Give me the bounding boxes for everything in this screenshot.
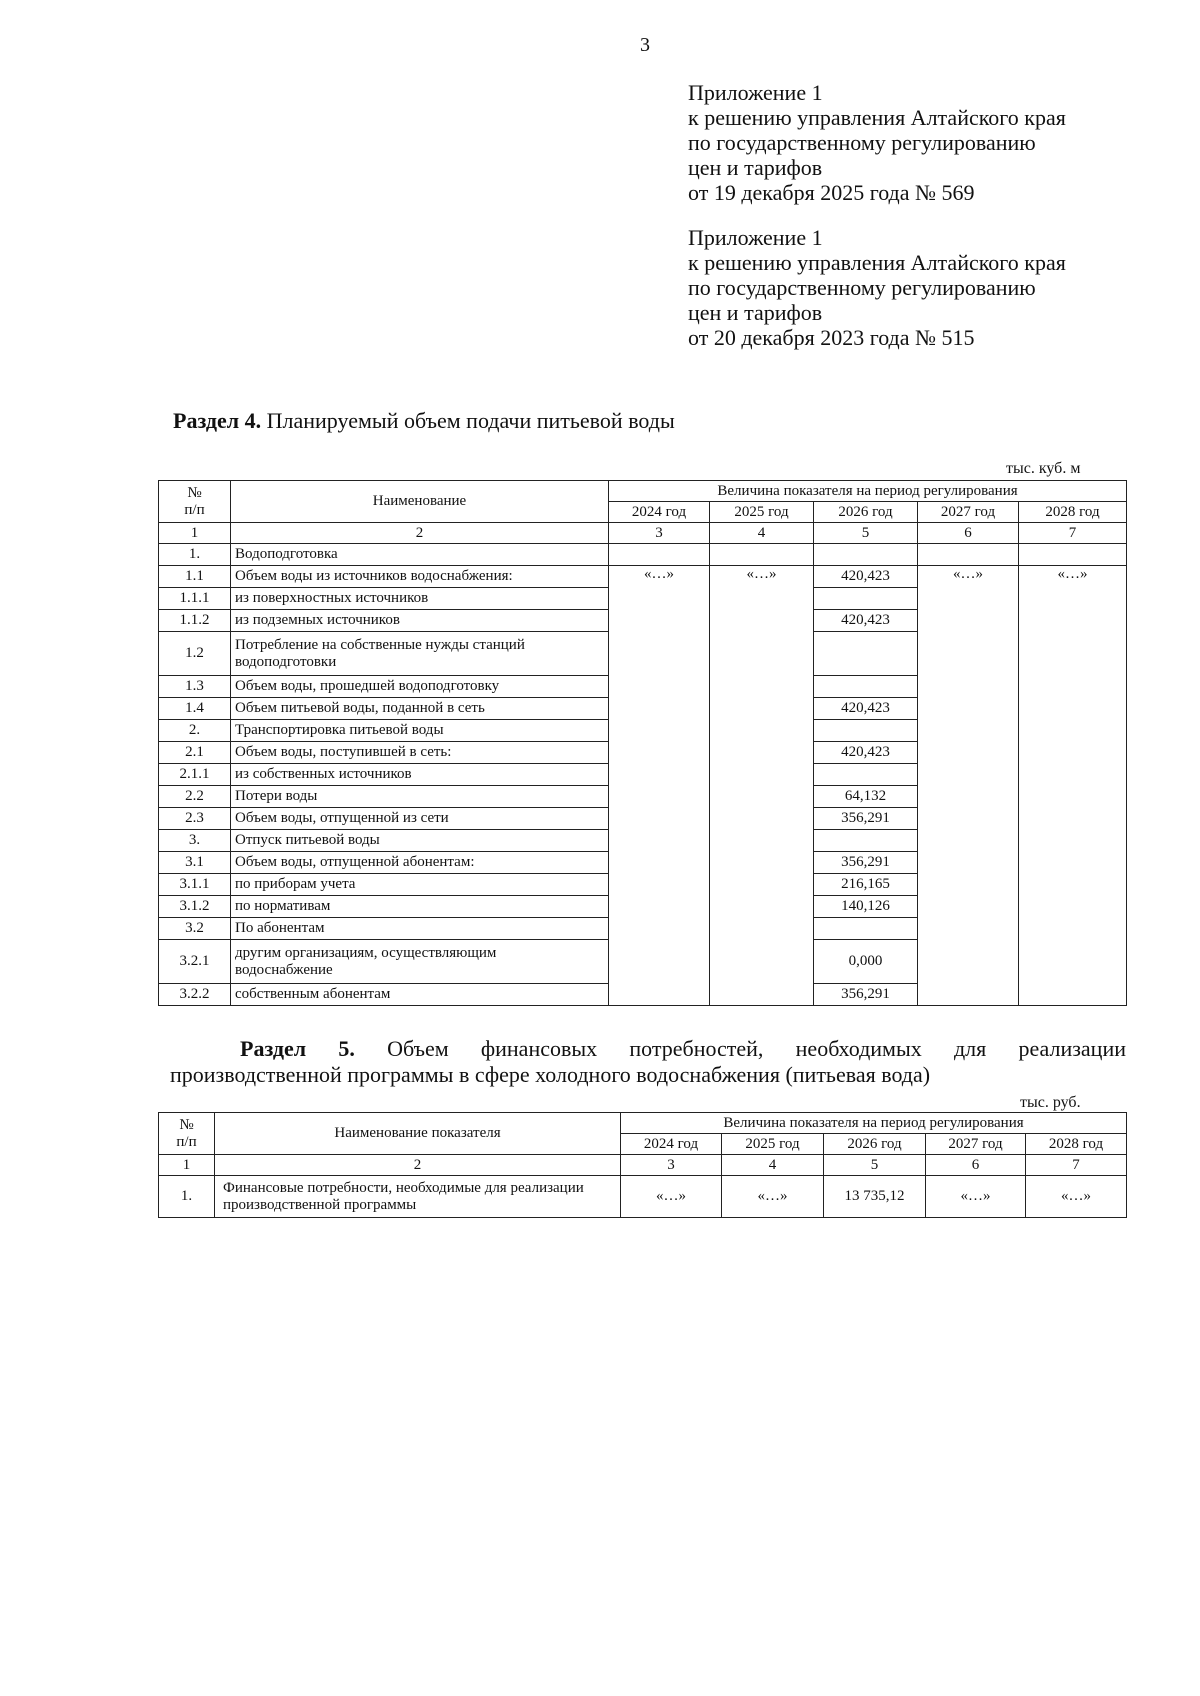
col-number: 5 [824, 1155, 926, 1176]
header-year: 2028 год [1019, 502, 1127, 523]
value-2026: 420,423 [814, 742, 918, 764]
row-num: 3.1.1 [159, 874, 231, 896]
row-num: 1.3 [159, 676, 231, 698]
header-year: 2026 год [814, 502, 918, 523]
value-2027: «…» [918, 566, 1019, 1006]
row-name: по нормативам [231, 896, 609, 918]
row-num: 2. [159, 720, 231, 742]
col-number: 7 [1019, 523, 1127, 544]
row-num: 2.1 [159, 742, 231, 764]
value-2026: 140,126 [814, 896, 918, 918]
row-num: 1.1.2 [159, 610, 231, 632]
table-row [159, 1176, 1127, 1218]
row-name: по приборам учета [231, 874, 609, 896]
col-number: 2 [215, 1155, 621, 1176]
value-2026: 216,165 [814, 874, 918, 896]
col-number: 3 [609, 523, 710, 544]
row-num: 1.1 [159, 566, 231, 588]
col-number: 3 [621, 1155, 722, 1176]
appendix-previous [688, 225, 1158, 350]
appendix-line: по государственному регулированию [688, 130, 1036, 155]
header-year: 2028 год [1026, 1134, 1127, 1155]
row-num: 1.4 [159, 698, 231, 720]
col-number: 4 [722, 1155, 824, 1176]
col-number: 6 [926, 1155, 1026, 1176]
table-row [159, 544, 1127, 566]
row-name: Водоподготовка [231, 544, 609, 566]
row-name: Отпуск питьевой воды [231, 830, 609, 852]
row-num: 2.2 [159, 786, 231, 808]
row-num: 3. [159, 830, 231, 852]
page-number: 3 [640, 34, 650, 56]
appendix-line: цен и тарифов [688, 300, 823, 325]
value-2028: «…» [1019, 566, 1127, 1006]
value-2028: «…» [1026, 1176, 1127, 1218]
appendix-line: от 20 декабря 2023 года № 515 [688, 325, 975, 350]
row-name: Транспортировка питьевой воды [231, 720, 609, 742]
row-name: из подземных источников [231, 610, 609, 632]
value-2026: 356,291 [814, 984, 918, 1006]
header-num: № п/п [159, 1113, 215, 1155]
appendix-line: от 19 декабря 2025 года № 569 [688, 180, 975, 205]
header-name: Наименование показателя [215, 1113, 621, 1155]
value-2025: «…» [710, 566, 814, 1006]
row-name: Объем воды из источников водоснабжения: [231, 566, 609, 588]
header-year: 2026 год [824, 1134, 926, 1155]
section5-title-line1 [170, 1036, 1126, 1062]
appendix-line: Приложение 1 [688, 225, 823, 250]
appendix-line: к решению управления Алтайского края [688, 250, 1066, 275]
row-name: Объем воды, отпущенной из сети [231, 808, 609, 830]
section4-title [173, 408, 675, 434]
row-num: 3.2.2 [159, 984, 231, 1006]
col-number: 6 [918, 523, 1019, 544]
value-2026: 13 735,12 [824, 1176, 926, 1218]
value-2024: «…» [609, 566, 710, 1006]
value-2026: 64,132 [814, 786, 918, 808]
row-name: Объем воды, отпущенной абонентам: [231, 852, 609, 874]
row-name: из собственных источников [231, 764, 609, 786]
value-2026: 420,423 [814, 698, 918, 720]
section5-title-line2: производственной программы в сфере холодного водоснабжения (питьевая вода) [170, 1062, 931, 1087]
row-num: 3.1.2 [159, 896, 231, 918]
value-2027 [918, 544, 1019, 566]
value-2025 [710, 544, 814, 566]
value-2026: 356,291 [814, 852, 918, 874]
section5-unit: тыс. руб. [1020, 1094, 1081, 1111]
section5-title-text: Объем финансовых потребностей, необходимых для реализации [354, 1036, 1126, 1061]
section5-table [158, 1112, 1127, 1218]
col-number: 5 [814, 523, 918, 544]
header-year: 2024 год [609, 502, 710, 523]
value-2024 [609, 544, 710, 566]
header-period: Величина показателя на период регулирования [609, 481, 1127, 502]
header-period: Величина показателя на период регулирования [621, 1113, 1127, 1134]
value-2027: «…» [926, 1176, 1026, 1218]
value-2026 [814, 676, 918, 698]
col-number: 1 [159, 1155, 215, 1176]
col-number: 2 [231, 523, 609, 544]
row-name-line: другим организациям, осуществляющим [235, 944, 497, 961]
value-2024: «…» [621, 1176, 722, 1218]
row-name-line: водоснабжение [235, 961, 333, 978]
row-name: Объем питьевой воды, поданной в сеть [231, 698, 609, 720]
value-2026 [814, 544, 918, 566]
col-number: 1 [159, 523, 231, 544]
appendix-line: к решению управления Алтайского края [688, 105, 1066, 130]
row-name: из поверхностных источников [231, 588, 609, 610]
row-num: 1.2 [159, 632, 231, 676]
value-2026 [814, 830, 918, 852]
value-2026: 420,423 [814, 566, 918, 588]
row-num: 1. [159, 544, 231, 566]
header-year: 2027 год [926, 1134, 1026, 1155]
value-2026 [814, 720, 918, 742]
header-year: 2025 год [722, 1134, 824, 1155]
appendix-line: Приложение 1 [688, 80, 823, 105]
row-name: Потребление на собственные нужды станций водоподготовки [231, 632, 609, 676]
section4-title-text: Планируемый объем подачи питьевой воды [261, 408, 675, 433]
row-name: Потери воды [231, 786, 609, 808]
value-2026 [814, 918, 918, 940]
appendix-current [688, 80, 1158, 205]
value-2025: «…» [722, 1176, 824, 1218]
value-2026 [814, 632, 918, 676]
section4-table [158, 480, 1127, 1006]
row-name: собственным абонентам [231, 984, 609, 1006]
value-2026: 420,423 [814, 610, 918, 632]
header-year: 2024 год [621, 1134, 722, 1155]
row-num: 3.2 [159, 918, 231, 940]
row-name: Финансовые потребности, необходимые для реализации производственной программы [215, 1176, 621, 1218]
value-2026: 356,291 [814, 808, 918, 830]
row-num: 1.1.1 [159, 588, 231, 610]
section4-title-bold: Раздел 4. [173, 408, 262, 433]
header-year: 2025 год [710, 502, 814, 523]
row-num: 2.3 [159, 808, 231, 830]
row-num: 3.2.1 [159, 940, 231, 984]
col-number: 4 [710, 523, 814, 544]
row-name [231, 940, 609, 984]
col-number: 7 [1026, 1155, 1127, 1176]
row-num: 1. [159, 1176, 215, 1218]
row-name: Объем воды, прошедшей водоподготовку [231, 676, 609, 698]
row-name: По абонентам [231, 918, 609, 940]
header-year: 2027 год [918, 502, 1019, 523]
row-num: 2.1.1 [159, 764, 231, 786]
section5-title-bold: Раздел 5. [240, 1036, 355, 1061]
table-row [159, 566, 1127, 588]
section4-unit: тыс. куб. м [1006, 460, 1081, 477]
value-2026 [814, 588, 918, 610]
header-num: № п/п [159, 481, 231, 523]
value-2026: 0,000 [814, 940, 918, 984]
value-2028 [1019, 544, 1127, 566]
section5-title [170, 1036, 1126, 1088]
appendix-line: цен и тарифов [688, 155, 823, 180]
row-num: 3.1 [159, 852, 231, 874]
appendix-line: по государственному регулированию [688, 275, 1036, 300]
row-name: Объем воды, поступившей в сеть: [231, 742, 609, 764]
header-name: Наименование [231, 481, 609, 523]
value-2026 [814, 764, 918, 786]
